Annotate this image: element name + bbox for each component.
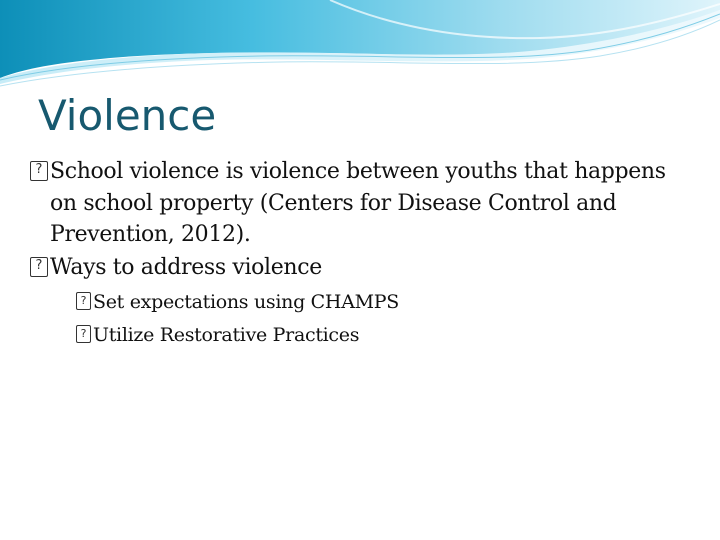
bullet-marker-icon: ? <box>30 257 48 277</box>
slide-body <box>30 156 670 349</box>
sub-bullet-text: Utilize Restorative Practices <box>93 324 360 346</box>
sub-bullet-text: Set expectations using CHAMPS <box>93 291 399 313</box>
slide-title: Violence <box>38 91 217 140</box>
header-wave-decoration <box>0 0 720 90</box>
sub-bullet-item <box>76 321 670 349</box>
bullet-text: Ways to address violence <box>50 254 322 280</box>
bullet-item <box>30 156 670 251</box>
sub-bullet-item <box>76 288 670 316</box>
bullet-text: School violence is violence between youths that happens on school property (Centers for Disease Control and Prevention, 2012). <box>50 159 666 247</box>
bullet-item <box>30 252 670 284</box>
bullet-marker-icon: ? <box>76 325 91 343</box>
bullet-marker-icon: ? <box>76 292 91 310</box>
bullet-marker-icon: ? <box>30 161 48 181</box>
